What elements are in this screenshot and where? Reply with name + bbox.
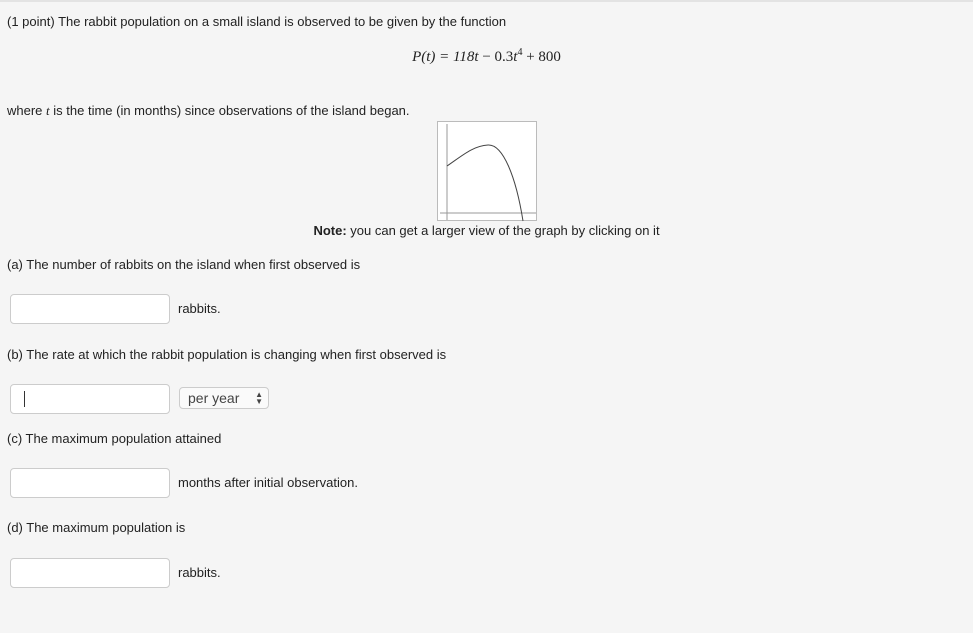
question-d: (d) The maximum population is <box>7 520 186 535</box>
text-cursor <box>24 391 25 407</box>
formula: $P(t) = 118t - 0.3t^4 + 800$ <box>412 47 561 65</box>
problem-intro: (1 point) The rabbit population on a small island is observed to be given by the function <box>7 14 507 29</box>
question-a: (a) The number of rabbits on the island when first observed is <box>7 257 361 272</box>
unit-d: rabbits. <box>178 565 221 580</box>
select-arrows-icon: ▲ ▼ <box>255 390 263 406</box>
answer-b-input[interactable] <box>10 384 170 414</box>
answer-c-input[interactable] <box>10 468 170 498</box>
unit-c: months after initial observation. <box>178 475 358 490</box>
question-b: (b) The rate at which the rabbit population is changing when first observed is <box>7 347 447 362</box>
answer-d-input[interactable] <box>10 558 170 588</box>
graph-thumbnail[interactable] <box>437 121 537 221</box>
where-text: where t is the time (in months) since observations of the island began. <box>7 103 410 118</box>
graph-note: Note: you can get a larger view of the graph by clicking on it <box>313 223 660 238</box>
answer-a-input[interactable] <box>10 294 170 324</box>
graph-plot <box>438 122 538 222</box>
question-c: (c) The maximum population attained <box>7 431 222 446</box>
unit-a: rabbits. <box>178 301 221 316</box>
unit-b-select[interactable]: per year ▲ ▼ <box>179 387 269 409</box>
